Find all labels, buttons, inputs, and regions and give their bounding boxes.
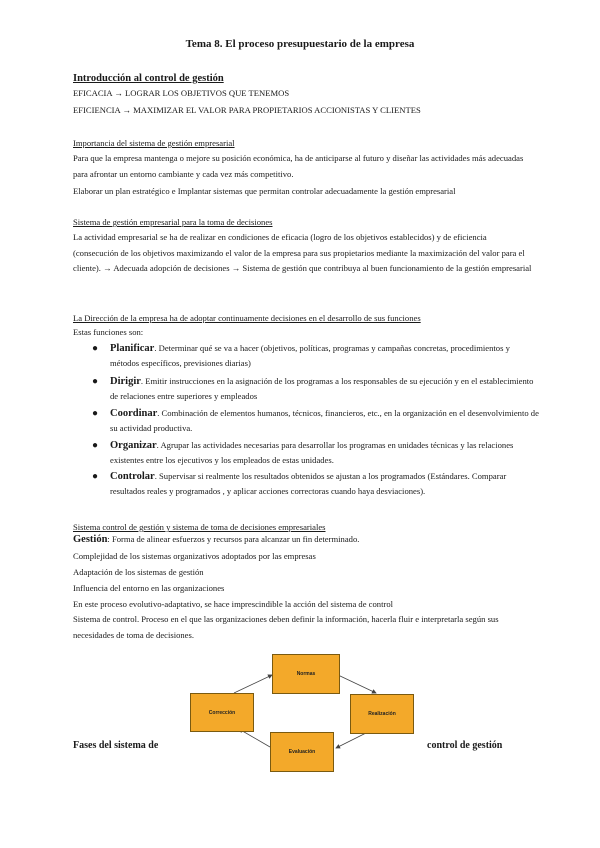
direccion-heading: La Dirección de la empresa ha de adoptar continuamente decisiones en el desarrollo de sus funciones bbox=[73, 313, 421, 323]
arrow-correccion-normas bbox=[234, 675, 272, 693]
bullet: ● bbox=[92, 471, 99, 482]
importancia-plan: Elaborar un plan estratégico e Implantar sistemas que permitan controlar adecuadamente la gestión empresarial bbox=[73, 186, 456, 196]
function-dirigir: Dirigir. Emitir instrucciones en la asignación de los programas a los responsables de su ejecución y en el establecimiento de relaciones entre superiores y empleados bbox=[110, 376, 534, 401]
importancia-heading: Importancia del sistema de gestión empresarial bbox=[73, 138, 235, 148]
bullet: ● bbox=[92, 343, 99, 354]
function-planificar: Planificar. Determinar qué se va a hacer (objetivos, políticas, programas y campañas concretas, procedimientos y métodos específicos, previsiones diarias) bbox=[110, 343, 510, 368]
intro-heading: Introducción al control de gestión bbox=[73, 73, 224, 84]
phase-correccion: Corrección bbox=[190, 693, 254, 732]
arrow-normas-realizacion bbox=[338, 675, 376, 693]
function-controlar: Controlar. Supervisar si realmente los resultados obtenidos se ajustan a los programados (Estándares. Comparar resultados reales y programados , y aplicar acciones correctoras cuando haya desviaciones). bbox=[110, 471, 507, 496]
sistema-control-paragraph: Sistema de control. Proceso en el que las organizaciones deben definir la información, hacerla fluir e interpretarla según sus necesidades de toma de decisiones. bbox=[73, 614, 499, 640]
function-coordinar: Coordinar. Combinación de elementos humanos, técnicos, financieros, etc., en la organización en el desenvolvimiento de su actividad productiva. bbox=[110, 408, 539, 433]
importancia-paragraph: Para que la empresa mantenga o mejore su posición económica, ha de anticiparse al futuro y diseñar las actividades más adecuadas para afrontar un entorno cambiante y cada vez más competitivo. bbox=[73, 153, 524, 179]
diagram-caption-left: Fases del sistema de bbox=[73, 740, 159, 751]
control-line-3: Influencia del entorno en las organizaciones bbox=[73, 583, 225, 593]
direccion-intro: Estas funciones son: bbox=[73, 327, 144, 337]
bullet: ● bbox=[92, 376, 99, 387]
intro-line-eficiencia: EFICIENCIA → MAXIMIZAR EL VALOR PARA PROPIETARIOS ACCIONISTAS Y CLIENTES bbox=[73, 105, 421, 115]
phase-normas: Normas bbox=[272, 654, 340, 694]
bullet: ● bbox=[92, 440, 99, 451]
page-title: Tema 8. El proceso presupuestario de la empresa bbox=[185, 38, 415, 50]
control-line-2: Adaptación de los sistemas de gestión bbox=[73, 567, 204, 577]
control-line-4: En este proceso evolutivo-adaptativo, se hace imprescindible la acción del sistema de control bbox=[73, 599, 394, 609]
control-heading: Sistema control de gestión y sistema de toma de decisiones empresariales bbox=[73, 522, 326, 532]
gestion-definition: Gestión: Forma de alinear esfuerzos y recursos para alcanzar un fin determinado. bbox=[73, 534, 360, 545]
control-line-1: Complejidad de los sistemas organizativos adoptados por las empresas bbox=[73, 551, 316, 561]
sistema-heading: Sistema de gestión empresarial para la toma de decisiones bbox=[73, 217, 273, 227]
bullet: ● bbox=[92, 408, 99, 419]
diagram-caption-right: control de gestión bbox=[427, 740, 503, 751]
sistema-paragraph: La actividad empresarial se ha de realizar en condiciones de eficacia (logro de los objetivos establecidos) y de eficiencia (consecución de los objetivos maximizando el valor de la empresa para sus propietarios mediante la maximización del valor para el cliente). → Adecuada adopción de decisiones → Sistema de gestión que contribuya al buen funcionamiento de la gestión empresarial bbox=[73, 232, 532, 273]
phase-evaluacion: Evaluación bbox=[270, 732, 334, 772]
intro-line-eficacia: EFICACIA → LOGRAR LOS OBJETIVOS QUE TENEMOS bbox=[73, 88, 290, 98]
phase-realizacion: Realización bbox=[350, 694, 414, 734]
function-organizar: Organizar. Agrupar las actividades necesarias para desarrollar los programas en unidades técnicas y las relaciones existentes entre los ejecutivos y los empleados de estas unidades. bbox=[110, 440, 514, 465]
